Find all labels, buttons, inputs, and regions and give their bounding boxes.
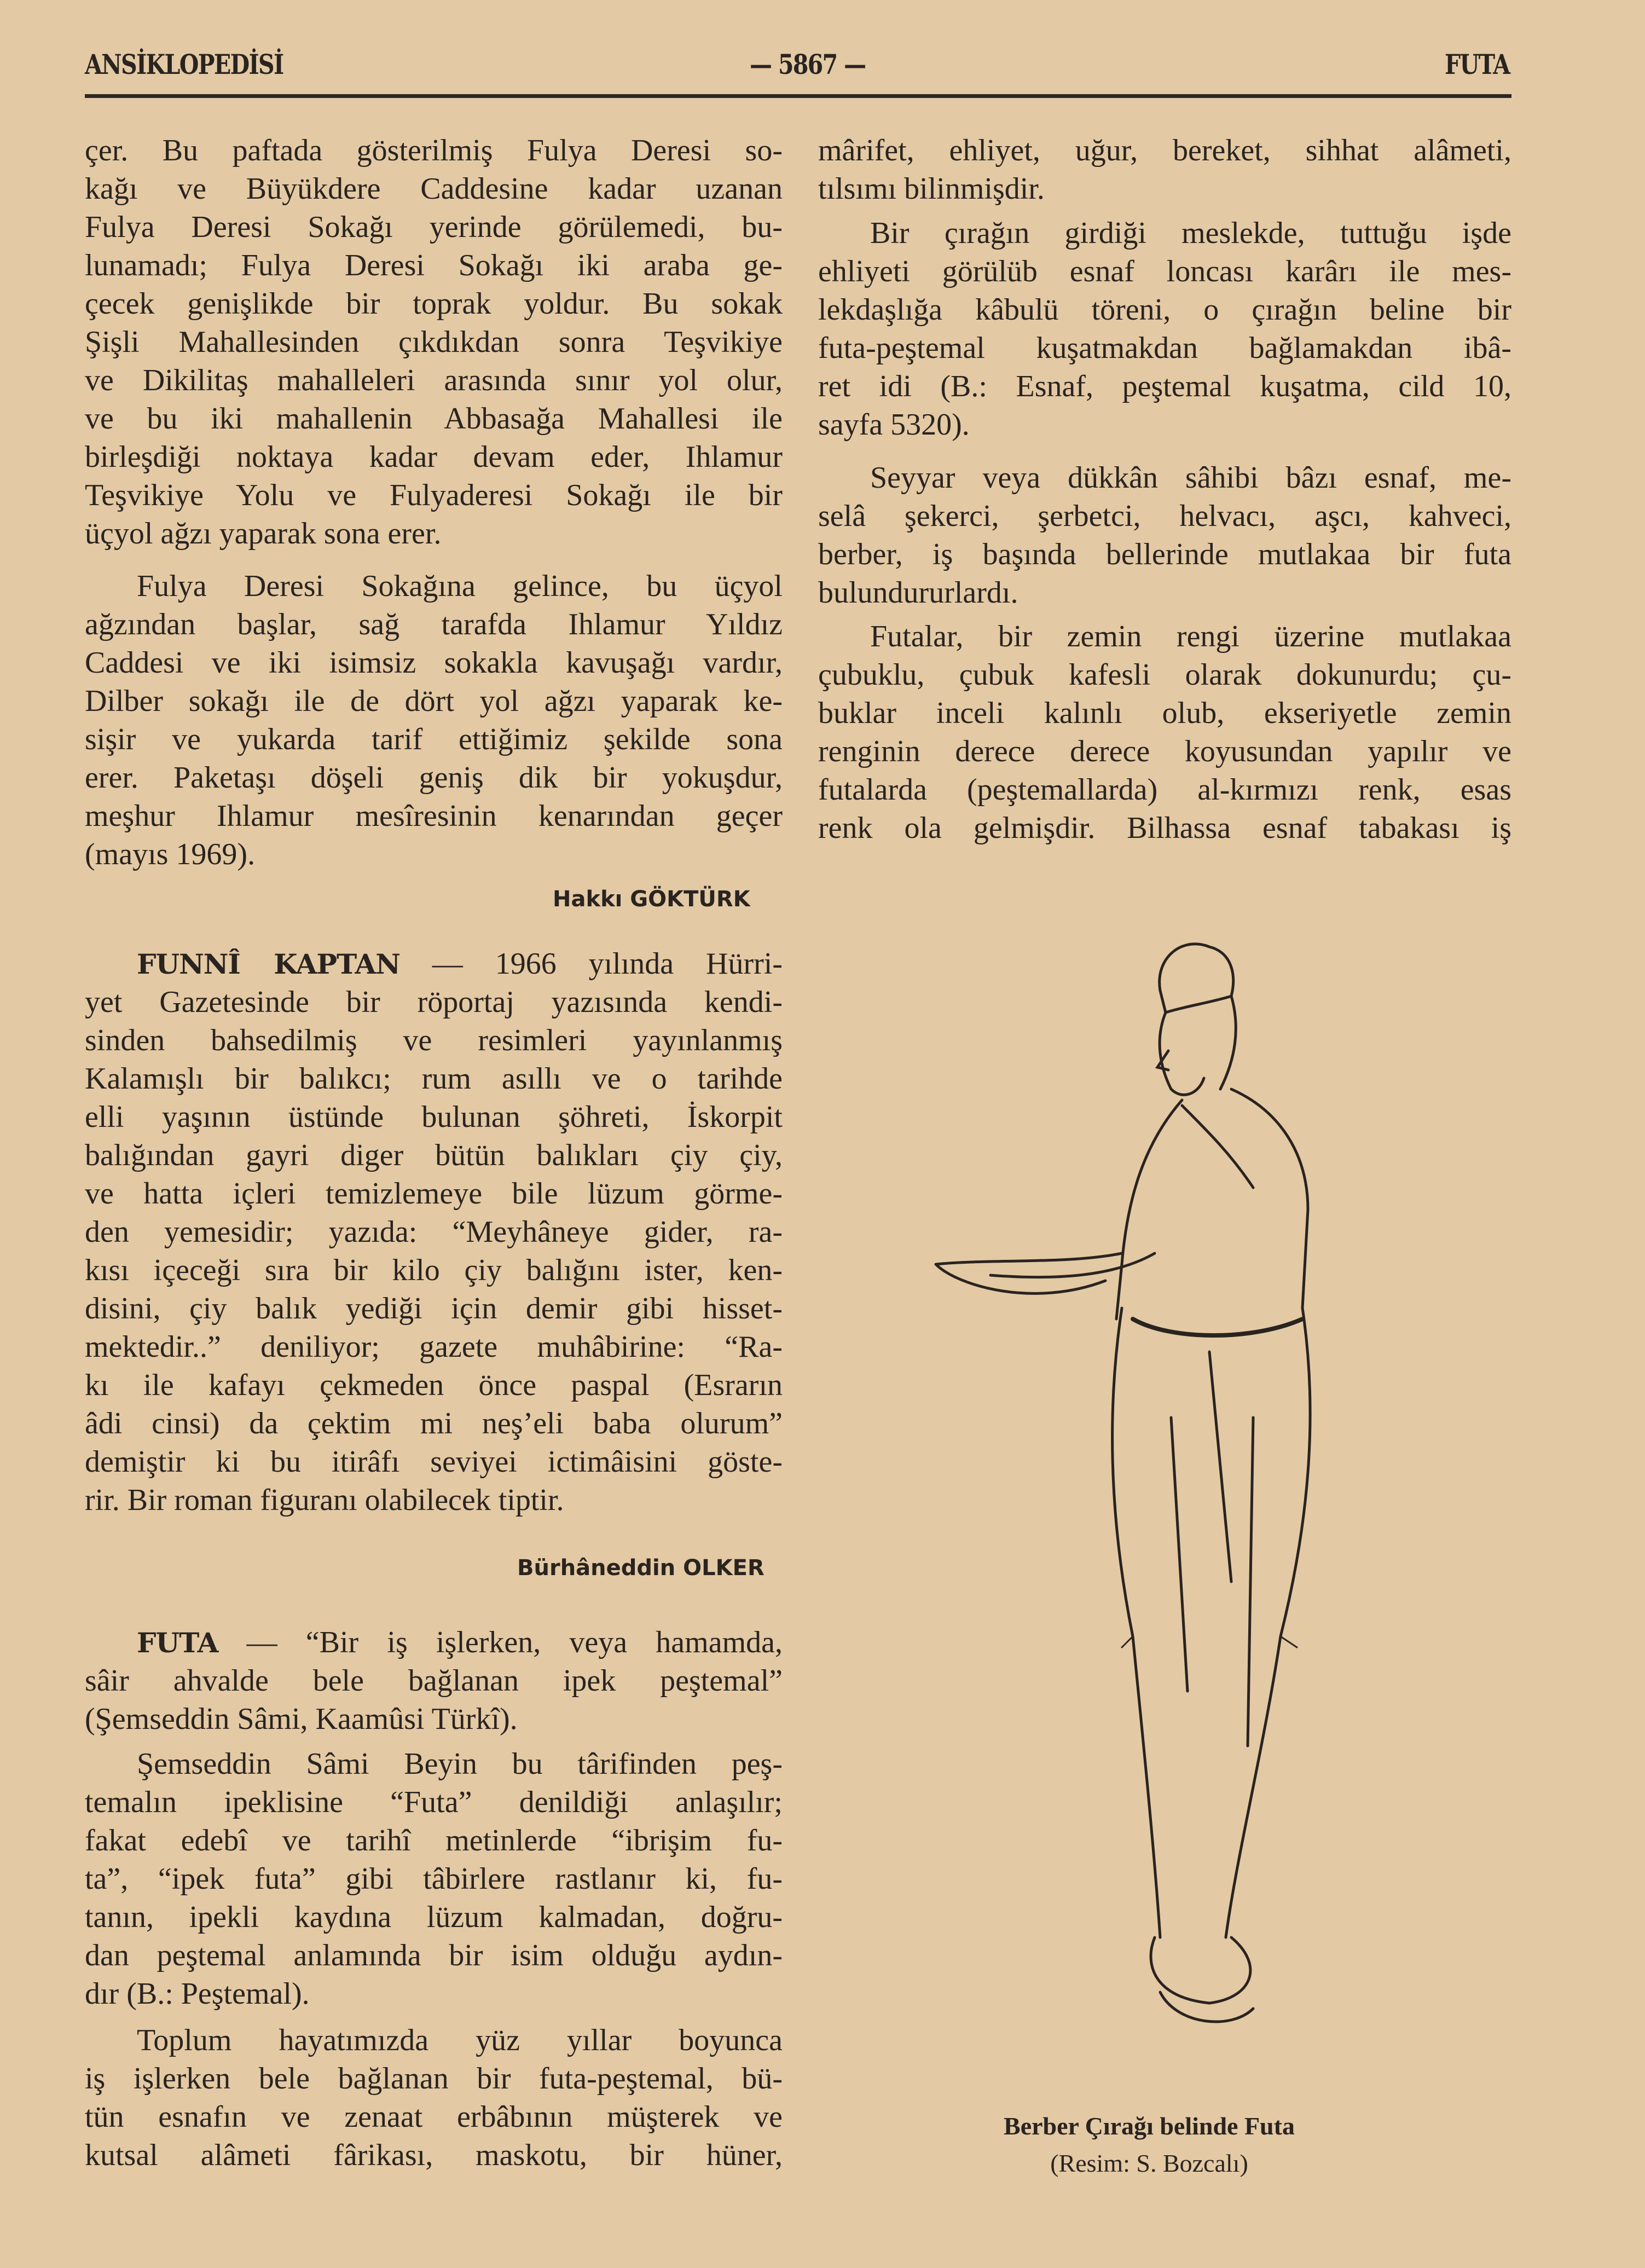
running-header-left: ANSİKLOPEDİSİ xyxy=(85,48,283,80)
text-line: iş işlerken bele bağlanan bir futa-peştemal, bü- xyxy=(85,2062,783,2096)
text-line: Bir çırağın girdiği meslekde, tuttuğu işde xyxy=(870,216,1511,250)
text-line: FUNNÎ KAPTAN — 1966 yılında Hürri- xyxy=(137,947,783,981)
text-line: Futalar, bir zemin rengi üzerine mutlakaa xyxy=(870,620,1511,653)
text-line: meşhur Ihlamur mesîresinin kenarından geçer xyxy=(85,799,783,833)
text-line: ret idi (B.: Esnaf, peştemal kuşatma, cild 10, xyxy=(818,369,1511,403)
text-line: rir. Bir roman figuranı olabilecek tiptir. xyxy=(85,1483,564,1517)
text-line: çecek genişlikde bir toprak yoldur. Bu sokak xyxy=(85,287,783,321)
text-line: bulundururlardı. xyxy=(818,576,1018,610)
text-line: mârifet, ehliyet, uğur, bereket, sihhat alâmeti, xyxy=(818,134,1511,167)
barber-apprentice-illustration xyxy=(925,925,1390,2063)
entry-funni-kaptan xyxy=(85,945,783,1519)
text-line: Teşvikiye Yolu ve Fulyaderesi Sokağı ile bir xyxy=(85,478,783,512)
text-line: Fulya Deresi Sokağı yerinde görülemedi, bu- xyxy=(85,210,783,244)
paragraph xyxy=(818,617,1511,847)
text-line: çer. Bu paftada gösterilmiş Fulya Deresi so- xyxy=(85,134,783,167)
paragraph xyxy=(85,567,783,873)
text-line: FUTA — “Bir iş işlerken, veya hamamda, xyxy=(137,1625,783,1659)
text-line: (mayıs 1969). xyxy=(85,837,256,871)
text-line: demiştir ki bu itirâfı seviyei ictimâisini göste- xyxy=(85,1445,783,1479)
text-line: tün esnafın ve zenaat erbâbının müşterek ve xyxy=(85,2100,783,2134)
text-line: elli yaşının üstünde bulunan şöhreti, İskorpit xyxy=(85,1100,783,1134)
text-line: ehliyeti görülüb esnaf loncası karârı ile mes- xyxy=(818,254,1511,288)
entry-title: FUNNÎ KAPTAN xyxy=(137,948,400,980)
text-line: Şişli Mahallesinden çıkdıkdan sonra Teşvikiye xyxy=(85,325,783,359)
text-line: tanın, ipekli kaydına lüzum kalmadan, doğru- xyxy=(85,1900,783,1934)
text-line: Dilber sokağı ile de dört yol ağzı yaparak ke- xyxy=(85,684,783,718)
paragraph xyxy=(85,2021,783,2174)
text-line: mektedir..” deniliyor; gazete muhâbirine: “Ra- xyxy=(85,1330,783,1364)
paragraph xyxy=(85,1745,783,2013)
author-signature: Hakkı GÖKTÜRK xyxy=(553,887,750,912)
text-line: kutsal alâmeti fârikası, maskotu, bir hüner, xyxy=(85,2138,783,2172)
text-line: sâir ahvalde bele bağlanan ipek peştemal” xyxy=(85,1664,783,1698)
text-line: futa-peştemal kuşatmakdan bağlamakdan ibâ- xyxy=(818,331,1511,365)
text-line: ve bu iki mahallenin Abbasağa Mahallesi ile xyxy=(85,402,783,436)
text-line: renginin derece derece koyusundan yapılır ve xyxy=(818,734,1511,768)
text-line: erer. Paketaşı döşeli geniş dik bir yokuşdur, xyxy=(85,761,783,795)
text-line: sinden bahsedilmiş ve resimleri yayınlanmış xyxy=(85,1023,783,1057)
text-line: kı ile kafayı çekmeden önce paspal (Esrarın xyxy=(85,1368,783,1402)
text-line: Caddesi ve iki isimsiz sokakla kavuşağı vardır, xyxy=(85,646,783,680)
text-line: sişir ve yukarda tarif ettiğimiz şekilde sona xyxy=(85,722,783,756)
text-line: balığından gayri diger bütün balıkları çiy çiy, xyxy=(85,1138,783,1172)
text-line: birleşdiği noktaya kadar devam eder, Ihlamur xyxy=(85,440,783,474)
text-line: ağzından başlar, sağ tarafda Ihlamur Yıldız xyxy=(85,608,783,641)
text-line: temalın ipeklisine “Futa” denildiği anlaşılır; xyxy=(85,1785,783,1819)
paragraph xyxy=(818,131,1511,208)
text-line: fakat edebî ve tarihî metinlerde “ibrişim fu- xyxy=(85,1824,783,1858)
text-line: kısı içeceği sıra bir kilo çiy balığını ister, ken- xyxy=(85,1253,783,1287)
text-line: lekdaşlığa kâbulü töreni, o çırağın beline bir xyxy=(818,293,1511,327)
text-line: ve Dikilitaş mahalleleri arasında sınır yol olur, xyxy=(85,363,783,397)
text-line: tılsımı bilinmişdir. xyxy=(818,172,1045,206)
entry-futa xyxy=(85,1623,783,1738)
paragraph xyxy=(818,459,1511,612)
text-line: âdi cinsi) da çektim mi neş’eli baba olurum” xyxy=(85,1407,783,1440)
entry-title: FUTA xyxy=(137,1627,218,1659)
text-line: berber, iş başında bellerinde mutlakaa bir futa xyxy=(818,537,1511,571)
figure-credit: (Resim: S. Bozcalı) xyxy=(1050,2149,1248,2177)
text-line: Toplum hayatımızda yüz yıllar boyunca xyxy=(137,2023,783,2057)
text-line: renk ola gelmişdir. Bilhassa esnaf tabakası iş xyxy=(818,811,1511,845)
paragraph xyxy=(85,131,783,553)
text-line: kağı ve Büyükdere Caddesine kadar uzanan xyxy=(85,172,783,206)
text-line: selâ şekerci, şerbetci, helvacı, aşcı, kahveci, xyxy=(818,499,1511,533)
text-line: ta”, “ipek futa” gibi tâbirlere rastlanır ki, fu- xyxy=(85,1862,783,1896)
author-signature: Bürhâneddin OLKER xyxy=(517,1555,764,1581)
text-line: sayfa 5320). xyxy=(818,408,970,442)
running-header-right: FUTA xyxy=(1445,48,1510,80)
text-line: ve hatta içleri temizlemeye bile lüzum görme- xyxy=(85,1177,783,1211)
text-line: (Şemseddin Sâmi, Kaamûsi Türkî). xyxy=(85,1702,518,1736)
text-line: üçyol ağzı yaparak sona erer. xyxy=(85,517,442,551)
text-line: lunamadı; Fulya Deresi Sokağı iki araba ge- xyxy=(85,248,783,282)
text-line: çubuklu, çubuk kafesli olarak dokunurdu; çu- xyxy=(818,658,1511,692)
paragraph xyxy=(818,214,1511,444)
text-line: dır (B.: Peştemal). xyxy=(85,1977,310,2011)
figure-caption: Berber Çırağı belinde Futa xyxy=(1004,2112,1295,2140)
header-rule xyxy=(85,94,1511,98)
page-number: — 5867 — xyxy=(750,48,866,80)
text-line: Kalamışlı bir balıkcı; rum asıllı ve o tarihde xyxy=(85,1062,783,1096)
text-line: Şemseddin Sâmi Beyin bu târifinden peş- xyxy=(137,1747,783,1781)
text-line: disini, çiy balık yediği için demir gibi hisset- xyxy=(85,1292,783,1326)
text-line: futalarda (peştemallarda) al-kırmızı renk, esas xyxy=(818,773,1511,807)
text-line: buklar inceli kalınlı olub, ekseriyetle zemin xyxy=(818,696,1511,730)
text-line: yet Gazetesinde bir röportaj yazısında kendi- xyxy=(85,985,783,1019)
text-line: dan peştemal anlamında bir isim olduğu aydın- xyxy=(85,1939,783,1972)
text-line: den yemesidir; yazıda: “Meyhâneye gider, ra- xyxy=(85,1215,783,1249)
text-line: Seyyar veya dükkân sâhibi bâzı esnaf, me- xyxy=(870,461,1511,495)
text-line: Fulya Deresi Sokağına gelince, bu üçyol xyxy=(137,569,783,603)
